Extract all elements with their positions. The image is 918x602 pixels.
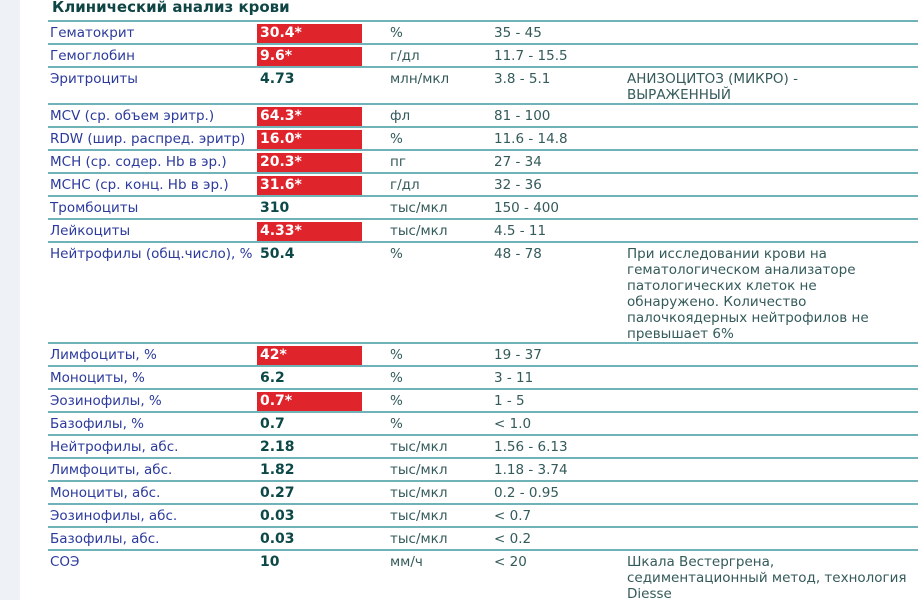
test-value: 16.0* bbox=[257, 130, 362, 149]
test-comment bbox=[627, 174, 918, 195]
test-name: Лейкоциты bbox=[50, 223, 131, 239]
reference-range: 81 - 100 bbox=[494, 108, 551, 124]
table-row bbox=[48, 549, 918, 602]
test-unit: тыс/мкл bbox=[390, 439, 448, 455]
table-row bbox=[48, 149, 918, 172]
table-row bbox=[48, 195, 918, 218]
test-name: Базофилы, абс. bbox=[50, 531, 160, 547]
reference-range: 1.56 - 6.13 bbox=[494, 439, 568, 455]
table-row bbox=[48, 66, 918, 103]
test-unit: г/дл bbox=[390, 177, 420, 193]
test-unit: млн/мкл bbox=[390, 71, 450, 87]
test-name: Эозинофилы, % bbox=[50, 393, 162, 409]
test-unit: % bbox=[390, 370, 403, 386]
table-row bbox=[48, 480, 918, 503]
test-value: 9.6* bbox=[257, 47, 362, 66]
test-name: MCV (ср. объем эритр.) bbox=[50, 108, 215, 124]
test-comment bbox=[627, 151, 918, 172]
reference-range: 19 - 37 bbox=[494, 347, 542, 363]
reference-range: < 1.0 bbox=[494, 416, 532, 432]
test-name: MCH (ср. содер. Hb в эр.) bbox=[50, 154, 227, 170]
table-row bbox=[48, 43, 918, 66]
test-value: 0.27 bbox=[260, 485, 295, 501]
reference-range: 11.7 - 15.5 bbox=[494, 48, 568, 64]
test-name: Моноциты, % bbox=[50, 370, 145, 386]
test-comment: Шкала Вестергрена, седиментационный метод, технология Diesse bbox=[627, 554, 907, 602]
reference-range: < 20 bbox=[494, 554, 527, 570]
test-comment: При исследовании крови на гематологическом анализаторе патологических клеток не обнаружено. Количество палочкоядерных нейтрофилов не превышает 6% bbox=[627, 246, 869, 342]
test-unit: тыс/мкл bbox=[390, 223, 448, 239]
table-row bbox=[48, 342, 918, 365]
table-row bbox=[48, 434, 918, 457]
test-comment bbox=[627, 22, 918, 43]
test-value: 10 bbox=[260, 554, 280, 570]
test-name: Моноциты, абс. bbox=[50, 485, 161, 501]
reference-range: 4.5 - 11 bbox=[494, 223, 547, 239]
test-value: 4.73 bbox=[260, 71, 295, 87]
reference-range: 150 - 400 bbox=[494, 200, 559, 216]
table-row bbox=[48, 218, 918, 241]
test-name: Нейтрофилы, абс. bbox=[50, 439, 179, 455]
test-unit: % bbox=[390, 393, 403, 409]
test-unit: мм/ч bbox=[390, 554, 423, 570]
reference-range: 3.8 - 5.1 bbox=[494, 71, 551, 87]
table-row bbox=[48, 365, 918, 388]
test-comment bbox=[627, 459, 918, 480]
test-comment bbox=[627, 390, 918, 411]
test-value: 0.7* bbox=[257, 392, 362, 411]
test-value: 0.03 bbox=[260, 508, 295, 524]
test-value: 50.4 bbox=[260, 246, 295, 262]
test-comment bbox=[627, 344, 918, 365]
test-name: Лимфоциты, % bbox=[50, 347, 157, 363]
test-comment bbox=[627, 367, 918, 388]
test-unit: тыс/мкл bbox=[390, 200, 448, 216]
test-value: 31.6* bbox=[257, 176, 362, 195]
test-name: Гематокрит bbox=[50, 25, 135, 41]
test-unit: % bbox=[390, 246, 403, 262]
test-value: 0.03 bbox=[260, 531, 295, 547]
table-row bbox=[48, 172, 918, 195]
test-unit: тыс/мкл bbox=[390, 462, 448, 478]
test-comment bbox=[627, 482, 918, 503]
test-unit: тыс/мкл bbox=[390, 531, 448, 547]
test-name: MCHC (ср. конц. Hb в эр.) bbox=[50, 177, 229, 193]
test-name: Лимфоциты, абс. bbox=[50, 462, 173, 478]
test-unit: тыс/мкл bbox=[390, 485, 448, 501]
table-row bbox=[48, 126, 918, 149]
test-unit: г/дл bbox=[390, 48, 420, 64]
reference-range: 1.18 - 3.74 bbox=[494, 462, 568, 478]
test-comment bbox=[627, 505, 918, 526]
test-value: 4.33* bbox=[257, 222, 362, 241]
reference-range: < 0.7 bbox=[494, 508, 532, 524]
test-value: 30.4* bbox=[257, 24, 362, 43]
test-name: Нейтрофилы (общ.число), % bbox=[50, 246, 253, 262]
test-comment bbox=[627, 436, 918, 457]
test-name: Тромбоциты bbox=[50, 200, 139, 216]
page-margin bbox=[0, 0, 20, 600]
test-comment bbox=[627, 105, 918, 126]
table-row bbox=[48, 388, 918, 411]
section-title: Клинический анализ крови bbox=[52, 0, 290, 16]
test-value: 0.7 bbox=[260, 416, 285, 432]
test-name: Эритроциты bbox=[50, 71, 138, 87]
test-value: 2.18 bbox=[260, 439, 295, 455]
table-row bbox=[48, 526, 918, 549]
test-unit: % bbox=[390, 416, 403, 432]
reference-range: 48 - 78 bbox=[494, 246, 542, 262]
test-value: 20.3* bbox=[257, 153, 362, 172]
test-value: 310 bbox=[260, 200, 290, 216]
reference-range: 11.6 - 14.8 bbox=[494, 131, 568, 147]
test-comment bbox=[627, 528, 918, 549]
table-row bbox=[48, 503, 918, 526]
results-table bbox=[48, 20, 918, 602]
test-name: Базофилы, % bbox=[50, 416, 144, 432]
table-row bbox=[48, 20, 918, 43]
test-value: 64.3* bbox=[257, 107, 362, 126]
reference-range: 32 - 36 bbox=[494, 177, 542, 193]
test-name: Эозинофилы, абс. bbox=[50, 508, 178, 524]
test-unit: тыс/мкл bbox=[390, 508, 448, 524]
test-unit: % bbox=[390, 131, 403, 147]
test-comment bbox=[627, 197, 918, 218]
test-unit: фл bbox=[390, 108, 411, 124]
table-row bbox=[48, 457, 918, 480]
reference-range: 35 - 45 bbox=[494, 25, 542, 41]
test-comment: АНИЗОЦИТОЗ (МИКРО) - ВЫРАЖЕННЫЙ bbox=[627, 71, 798, 103]
table-row bbox=[48, 103, 918, 126]
test-comment bbox=[627, 220, 918, 241]
test-name: Гемоглобин bbox=[50, 48, 135, 64]
reference-range: 0.2 - 0.95 bbox=[494, 485, 559, 501]
test-unit: % bbox=[390, 25, 403, 41]
test-unit: % bbox=[390, 347, 403, 363]
reference-range: 3 - 11 bbox=[494, 370, 534, 386]
test-comment bbox=[627, 45, 918, 66]
reference-range: 27 - 34 bbox=[494, 154, 542, 170]
test-value: 42* bbox=[257, 346, 362, 365]
reference-range: < 0.2 bbox=[494, 531, 532, 547]
table-row bbox=[48, 411, 918, 434]
test-value: 1.82 bbox=[260, 462, 295, 478]
test-name: RDW (шир. распред. эритр) bbox=[50, 131, 246, 147]
reference-range: 1 - 5 bbox=[494, 393, 525, 409]
test-name: СОЭ bbox=[50, 554, 80, 570]
test-comment bbox=[627, 128, 918, 149]
test-comment bbox=[627, 413, 918, 434]
test-value: 6.2 bbox=[260, 370, 285, 386]
test-unit: пг bbox=[390, 154, 406, 170]
table-row bbox=[48, 241, 918, 342]
